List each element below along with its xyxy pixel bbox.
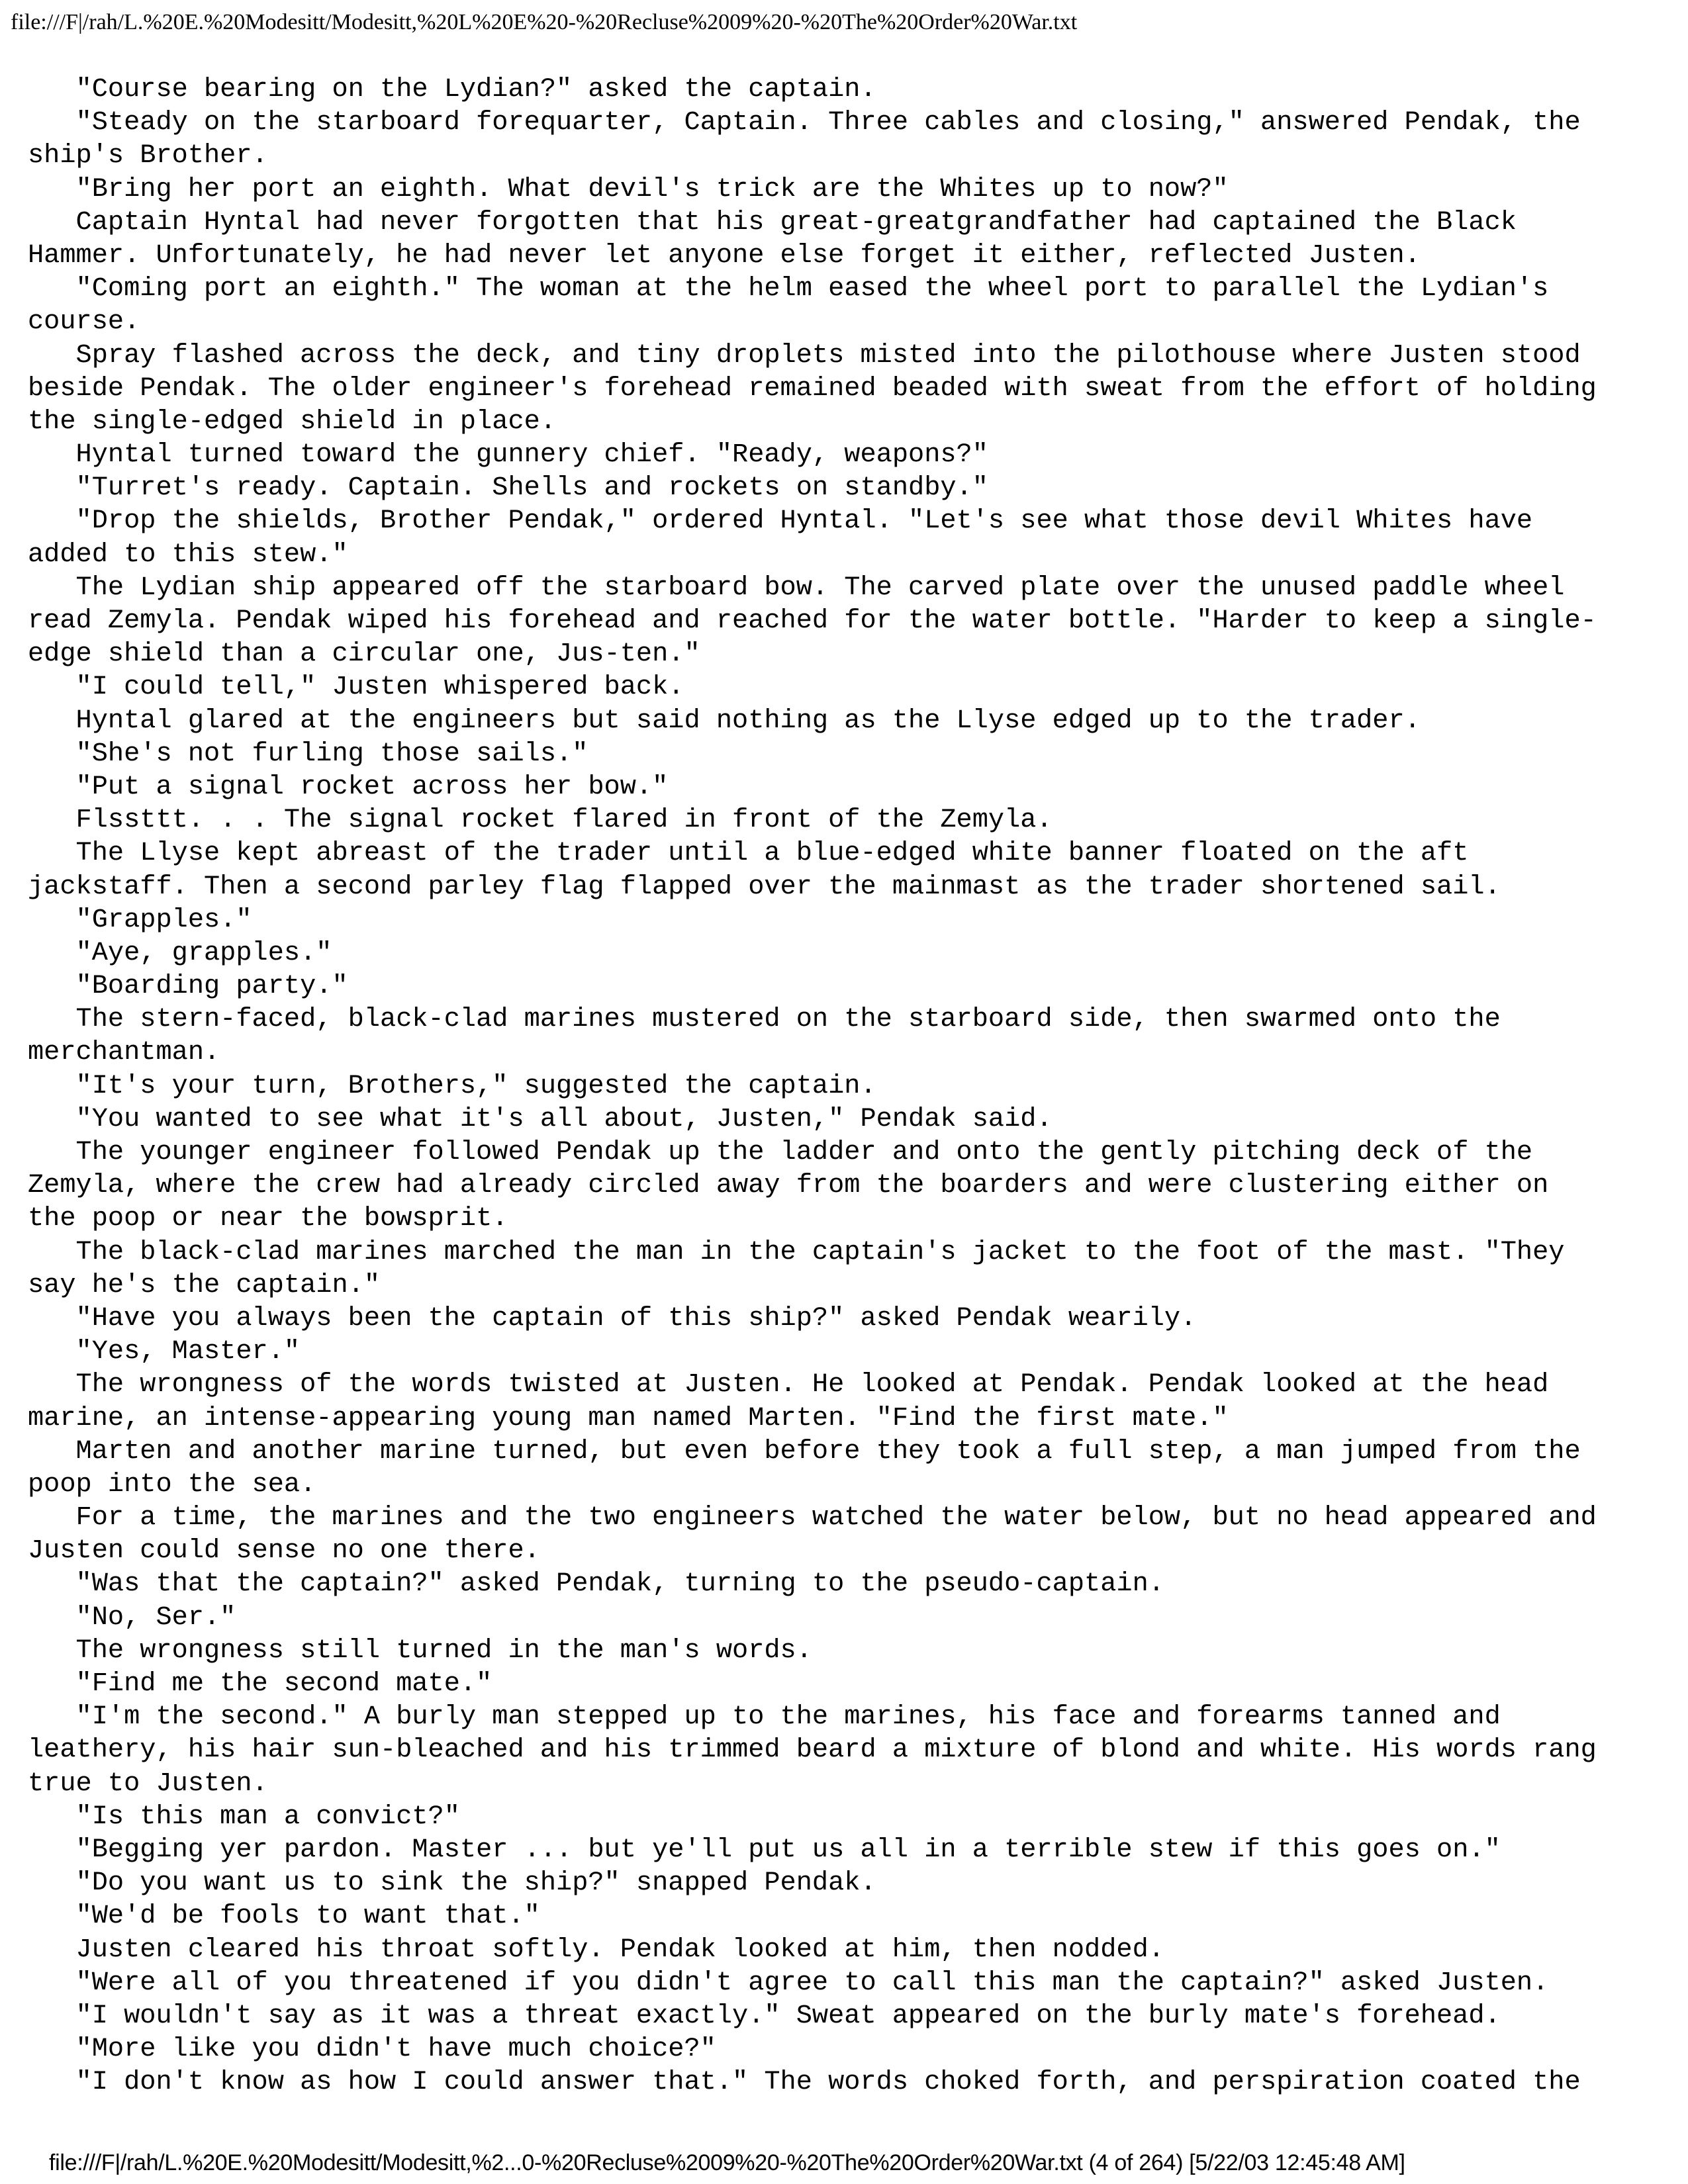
text-line: edge shield than a circular one, Jus-ten." (28, 639, 700, 670)
text-line: Hyntal turned toward the gunnery chief. "Ready, weapons?" (28, 439, 988, 471)
text-line: "Put a signal rocket across her bow." (28, 771, 669, 802)
page-footer: file:///F|/rah/L.%20E.%20Modesitt/Modesitt,%2...0-%20Recluse%2009%20-%20The%20Order%20War.txt (4 of 264) [5/22/03 12:45:48 AM] (49, 2150, 1405, 2175)
text-line: Justen cleared his throat softly. Pendak looked at him, then nodded. (28, 1934, 1164, 1965)
page-header-url: file:///F|/rah/L.%20E.%20Modesitt/Modesitt,%20L%20E%20-%20Recluse%2009%20-%20The%20Order%20War.txt (11, 10, 1078, 34)
text-line: "Turret's ready. Captain. Shells and rockets on standby." (28, 473, 988, 504)
text-line: added to this stew." (28, 539, 348, 570)
text-line: "Were all of you threatened if you didn't agree to call this man the captain?" asked Justen. (28, 1967, 1549, 1998)
text-line: Captain Hyntal had never forgotten that his great-greatgrandfather had captained the Black (28, 206, 1517, 238)
text-line: "Yes, Master." (28, 1336, 301, 1367)
text-line: true to Justen. (28, 1768, 268, 1799)
text-line: "Begging yer pardon. Master ... but ye'll put us all in a terrible stew if this goes on." (28, 1834, 1501, 1865)
text-line: course. (28, 306, 140, 338)
text-line: The Lydian ship appeared off the starboard bow. The carved plate over the unused paddle wheel (28, 572, 1565, 603)
text-line: "Steady on the starboard forequarter, Captain. Three cables and closing," answered Pendak, the (28, 107, 1581, 138)
text-line: "Course bearing on the Lydian?" asked the captain. (28, 74, 876, 105)
text-line: "Was that the captain?" asked Pendak, turning to the pseudo-captain. (28, 1569, 1164, 1600)
text-line: "Have you always been the captain of this ship?" asked Pendak wearily. (28, 1302, 1197, 1334)
text-line: "I'm the second." A burly man stepped up to the marines, his face and forearms tanned and (28, 1702, 1501, 1733)
text-line: "You wanted to see what it's all about, Justen," Pendak said. (28, 1103, 1053, 1134)
text-line: the poop or near the bowsprit. (28, 1203, 508, 1234)
text-line: "Do you want us to sink the ship?" snapped Pendak. (28, 1868, 876, 1899)
text-line: Zemyla, where the crew had already circled away from the boarders and were clustering either on (28, 1170, 1549, 1201)
text-line: "Coming port an eighth." The woman at the helm eased the wheel port to parallel the Lydian's (28, 273, 1549, 304)
text-line: Hyntal glared at the engineers but said nothing as the Llyse edged up to the trader. (28, 705, 1421, 736)
text-line: Spray flashed across the deck, and tiny droplets misted into the pilothouse where Justen stood (28, 340, 1581, 371)
text-line: "She's not furling those sails." (28, 738, 588, 769)
text-line: For a time, the marines and the two engineers watched the water below, but no head appeared and (28, 1502, 1597, 1533)
text-line: read Zemyla. Pendak wiped his forehead and reached for the water bottle. "Harder to keep a single- (28, 606, 1597, 636)
text-line: the single-edged shield in place. (28, 406, 557, 437)
text-line: "More like you didn't have much choice?" (28, 2034, 716, 2065)
text-line: beside Pendak. The older engineer's forehead remained beaded with sweat from the effort of holding (28, 373, 1597, 404)
text-line: merchantman. (28, 1037, 220, 1068)
text-line: leathery, his hair sun-bleached and his trimmed beard a mixture of blond and white. His words rang (28, 1735, 1597, 1766)
text-line: jackstaff. Then a second parley flag flapped over the mainmast as the trader shortened sail. (28, 871, 1501, 902)
text-line: Hammer. Unfortunately, he had never let anyone else forget it either, reflected Justen. (28, 240, 1421, 271)
text-line: The black-clad marines marched the man in the captain's jacket to the foot of the mast. "They (28, 1236, 1565, 1267)
text-line: "Grapples." (28, 904, 252, 935)
text-line: "Find me the second mate." (28, 1668, 492, 1699)
text-line: ship's Brother. (28, 140, 268, 171)
text-line: The wrongness still turned in the man's words. (28, 1635, 812, 1666)
text-line: "I don't know as how I could answer that." The words choked forth, and perspiration coated the (28, 2067, 1581, 2098)
document-text (28, 73, 1663, 2099)
text-line: "Boarding party." (28, 971, 348, 1002)
text-line: "It's your turn, Brothers," suggested the captain. (28, 1070, 876, 1101)
text-line: The stern-faced, black-clad marines mustered on the starboard side, then swarmed onto the (28, 1004, 1501, 1035)
text-line: Marten and another marine turned, but even before they took a full step, a man jumped from the (28, 1435, 1581, 1467)
text-line: "Is this man a convict?" (28, 1801, 460, 1832)
text-line: "Aye, grapples." (28, 937, 332, 968)
text-line: The younger engineer followed Pendak up the ladder and onto the gently pitching deck of the (28, 1137, 1533, 1167)
text-line: Justen could sense no one there. (28, 1535, 540, 1567)
text-line: "I could tell," Justen whispered back. (28, 672, 684, 703)
text-line: poop into the sea. (28, 1469, 316, 1500)
text-line: "Drop the shields, Brother Pendak," ordered Hyntal. "Let's see what those devil Whites have (28, 506, 1533, 537)
text-line: "I wouldn't say as it was a threat exactly." Sweat appeared on the burly mate's forehead. (28, 2000, 1501, 2031)
text-line: The wrongness of the words twisted at Justen. He looked at Pendak. Pendak looked at the head (28, 1369, 1549, 1400)
text-line: "We'd be fools to want that." (28, 1901, 540, 1932)
text-line: "Bring her port an eighth. What devil's trick are the Whites up to now?" (28, 173, 1229, 205)
text-line: "No, Ser." (28, 1602, 236, 1633)
text-line: marine, an intense-appearing young man named Marten. "Find the first mate." (28, 1402, 1229, 1433)
text-line: Flssttt. . . The signal rocket flared in front of the Zemyla. (28, 805, 1053, 836)
text-line: say he's the captain." (28, 1269, 381, 1300)
text-line: The Llyse kept abreast of the trader until a blue-edged white banner floated on the aft (28, 838, 1469, 869)
